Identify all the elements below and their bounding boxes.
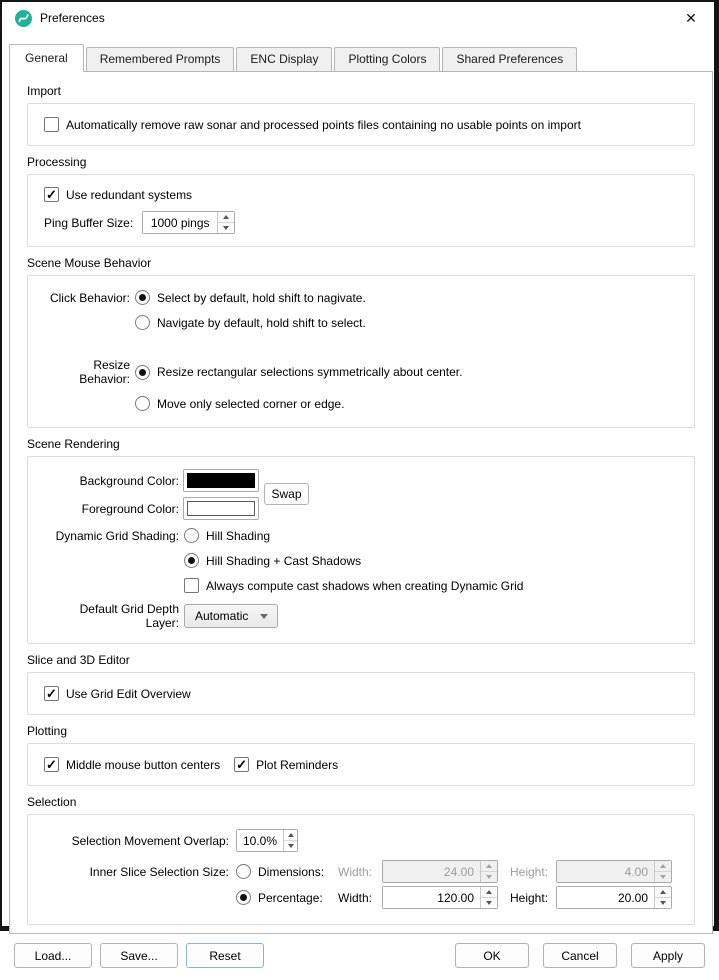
tab-shared-preferences[interactable]: Shared Preferences: [442, 47, 577, 71]
background-color-label: Background Color:: [79, 473, 179, 488]
close-icon[interactable]: ✕: [685, 9, 697, 26]
ping-buffer-value[interactable]: 1000 pings: [143, 212, 217, 233]
tab-general[interactable]: General: [9, 44, 84, 72]
footer-left-group: [14, 943, 264, 968]
title-bar: [2, 2, 714, 34]
inner-slice-label: Inner Slice Selection Size:: [89, 864, 229, 879]
auto-remove-label: Automatically remove raw sonar and processed points files containing no usable points on import: [66, 117, 581, 132]
click-behavior-row2: [44, 315, 678, 330]
dynamic-grid-shading-label: Dynamic Grid Shading:: [55, 528, 179, 543]
spin-up-icon: [481, 861, 497, 872]
spin-down-icon[interactable]: [655, 898, 671, 908]
scene-mouse-groupbox: [27, 275, 695, 428]
reset-button[interactable]: Reset: [186, 943, 264, 968]
dimensions-radio[interactable]: [236, 864, 251, 879]
selection-groupbox: [27, 814, 695, 925]
resize-behavior-label: Resize Behavior:: [79, 358, 130, 386]
pct-height-spinbox: [556, 886, 672, 909]
percentage-row: [44, 886, 678, 909]
plot-reminders-label: Plot Reminders: [256, 757, 339, 772]
overlap-value[interactable]: 10.0%: [237, 830, 283, 851]
scene-rendering-groupbox: [27, 456, 695, 644]
spin-up-icon[interactable]: [655, 887, 671, 898]
resize-corner-label: Move only selected corner or edge.: [157, 396, 345, 411]
dim-height-spinbox: [556, 860, 672, 883]
dim-width-label: Width:: [338, 864, 373, 879]
background-color-fill: [187, 473, 255, 488]
spin-down-icon: [655, 872, 671, 882]
always-compute-row: [44, 578, 678, 593]
overlap-spin-buttons: [283, 830, 297, 851]
dim-width-spin-buttons: [480, 861, 497, 882]
use-redundant-checkbox[interactable]: [44, 187, 59, 202]
chevron-down-icon: [260, 614, 268, 619]
ping-buffer-label: Ping Buffer Size:: [44, 215, 134, 230]
foreground-color-swatch[interactable]: [183, 497, 259, 520]
tab-bar: [2, 34, 714, 71]
foreground-color-fill: [187, 501, 255, 516]
use-redundant-row: [44, 187, 678, 202]
ping-buffer-row: [44, 211, 678, 234]
pct-width-value[interactable]: 120.00: [383, 887, 480, 908]
plotting-groupbox: [27, 743, 695, 786]
overlap-label: Selection Movement Overlap:: [71, 833, 229, 848]
hill-shading-label: Hill Shading: [206, 528, 271, 543]
grid-edit-overview-label: Use Grid Edit Overview: [66, 686, 191, 701]
dim-height-value: 4.00: [557, 861, 654, 882]
click-select-label: Select by default, hold shift to nagivate.: [157, 290, 366, 305]
percentage-label: Percentage:: [258, 890, 323, 905]
pct-width-spin-buttons: [480, 887, 497, 908]
foreground-color-row: [44, 497, 678, 520]
auto-remove-row: [44, 117, 678, 132]
app-logo-icon: [15, 10, 32, 27]
spin-up-icon[interactable]: [218, 212, 234, 223]
spin-down-icon[interactable]: [218, 223, 234, 233]
middle-mouse-checkbox[interactable]: [44, 757, 59, 772]
pct-height-spin-buttons: [654, 887, 671, 908]
background-color-row: [44, 469, 678, 492]
save-button[interactable]: Save...: [100, 943, 178, 968]
color-swatches-block: [44, 469, 678, 520]
depth-layer-label: Default Grid Depth Layer:: [79, 602, 179, 630]
cancel-button[interactable]: Cancel: [543, 943, 617, 968]
dim-height-spin-buttons: [654, 861, 671, 882]
click-navigate-radio[interactable]: [135, 315, 150, 330]
always-compute-checkbox[interactable]: [184, 578, 199, 593]
grid-edit-overview-row: [44, 686, 678, 701]
spin-up-icon[interactable]: [481, 887, 497, 898]
hill-shading-cast-radio[interactable]: [184, 553, 199, 568]
section-title-scene-rendering: Scene Rendering: [27, 437, 120, 451]
apply-button[interactable]: Apply: [631, 943, 705, 968]
ok-button[interactable]: OK: [455, 943, 529, 968]
resize-corner-radio[interactable]: [135, 396, 150, 411]
spin-up-icon: [655, 861, 671, 872]
spin-up-icon[interactable]: [284, 830, 297, 841]
overlap-spinbox: [236, 829, 298, 852]
auto-remove-checkbox[interactable]: [44, 117, 59, 132]
tab-enc-display[interactable]: ENC Display: [236, 47, 332, 71]
dim-width-value: 24.00: [383, 861, 480, 882]
click-navigate-label: Navigate by default, hold shift to select.: [157, 315, 366, 330]
depth-layer-row: [44, 602, 678, 630]
foreground-color-label: Foreground Color:: [81, 501, 179, 516]
dim-height-label: Height:: [510, 864, 549, 879]
window-title: Preferences: [40, 11, 105, 25]
section-title-slice-editor: Slice and 3D Editor: [27, 653, 130, 667]
depth-layer-dropdown[interactable]: [184, 604, 278, 628]
resize-symmetric-label: Resize rectangular selections symmetrically about center.: [157, 365, 463, 379]
click-behavior-label: Click Behavior:: [49, 290, 130, 305]
pct-width-spinbox: [382, 886, 498, 909]
tab-remembered-prompts[interactable]: Remembered Prompts: [86, 47, 235, 71]
tab-plotting-colors[interactable]: Plotting Colors: [334, 47, 440, 71]
section-title-import: Import: [27, 84, 62, 98]
resize-symmetric-radio[interactable]: [135, 365, 150, 380]
swap-button[interactable]: Swap: [264, 483, 309, 505]
dimensions-label: Dimensions:: [258, 864, 325, 879]
section-title-selection: Selection: [27, 795, 77, 809]
spin-down-icon[interactable]: [284, 841, 297, 851]
use-redundant-label: Use redundant systems: [66, 187, 193, 202]
shading-row1: [44, 528, 678, 543]
click-select-radio[interactable]: [135, 290, 150, 305]
processing-groupbox: [27, 174, 695, 247]
load-button[interactable]: Load...: [14, 943, 92, 968]
slice-editor-groupbox: [27, 672, 695, 715]
middle-mouse-label: Middle mouse button centers: [66, 757, 221, 772]
depth-layer-value: Automatic: [195, 609, 249, 623]
dimensions-row: [44, 860, 678, 883]
plot-reminders-checkbox[interactable]: [234, 757, 249, 772]
ping-buffer-spinbox: [142, 211, 235, 234]
hill-shading-cast-label: Hill Shading + Cast Shadows: [206, 553, 362, 568]
shading-row2: [44, 553, 678, 568]
plotting-row: [44, 757, 678, 772]
general-tab-panel: [9, 71, 713, 934]
percentage-radio[interactable]: [236, 890, 251, 905]
pct-width-label: Width:: [338, 890, 373, 905]
background-color-swatch[interactable]: [183, 469, 259, 492]
pct-height-value[interactable]: 20.00: [557, 887, 654, 908]
section-title-plotting: Plotting: [27, 724, 68, 738]
overlap-row: [44, 829, 678, 852]
resize-behavior-row2: [44, 396, 678, 411]
dim-width-spinbox: [382, 860, 498, 883]
pct-height-label: Height:: [510, 890, 549, 905]
footer-right-group: [455, 943, 705, 968]
import-groupbox: [27, 103, 695, 146]
spin-down-icon[interactable]: [481, 898, 497, 908]
hill-shading-radio[interactable]: [184, 528, 199, 543]
spin-down-icon: [481, 872, 497, 882]
section-title-processing: Processing: [27, 155, 87, 169]
section-title-scene-mouse: Scene Mouse Behavior: [27, 256, 152, 270]
always-compute-label: Always compute cast shadows when creating Dynamic Grid: [206, 578, 524, 593]
grid-edit-overview-checkbox[interactable]: [44, 686, 59, 701]
footer-button-bar: [2, 934, 714, 980]
ping-buffer-spin-buttons: [217, 212, 234, 233]
resize-behavior-row1: [44, 358, 678, 386]
click-behavior-row1: [44, 290, 678, 305]
